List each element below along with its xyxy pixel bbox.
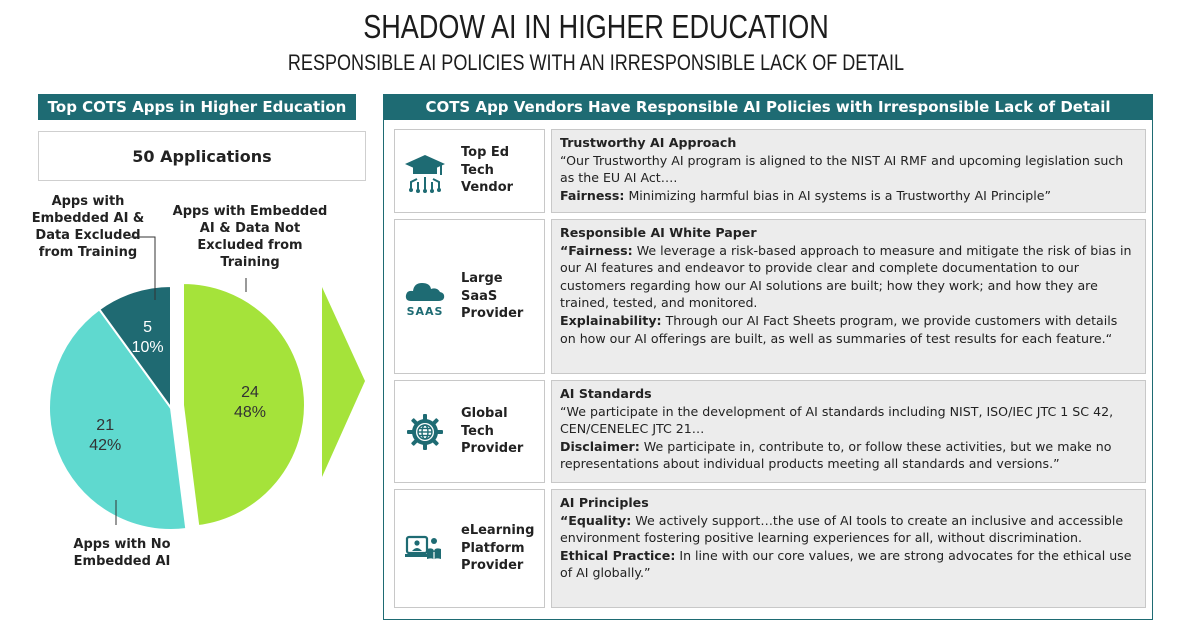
vendor-name [461, 405, 523, 458]
policy-text: “We participate in the development of AI standards including NIST, ISO/IEC JTC 1 SC 42, CEN/CENELEC JTC 21… [560, 403, 1114, 437]
policy-term: “Fairness: [560, 242, 633, 258]
policy-text: Through our AI Fact Sheets program, we provide customers with details on how our AI offerings are built, as well as summaries of test results for each feature.“ [560, 312, 1118, 346]
vendor-card [394, 129, 545, 213]
pie-percent-label: 10% [131, 339, 164, 357]
vendor-name-line: Provider [461, 558, 524, 573]
policy-text: “Our Trustworthy AI program is aligned to the NIST AI RMF and upcoming legislation such as the EU AI Act…. [560, 152, 1124, 186]
policy-paragraph [560, 242, 1137, 312]
pie-percent-label: 48% [233, 403, 266, 421]
vendor-card [394, 489, 545, 608]
vendor-name-line: Large [461, 271, 503, 286]
policy-term: Fairness: [560, 187, 625, 203]
elearning-icon [403, 527, 447, 571]
policy-paragraph [560, 152, 1137, 187]
pie-value-label: 24 [241, 383, 259, 401]
policy-paragraph [560, 187, 1137, 205]
pie-chart [0, 0, 380, 639]
policy-term: Explainability: [560, 312, 662, 328]
pie-value-label: 5 [143, 319, 153, 337]
vendor-name-line: Vendor [461, 180, 514, 195]
policy-text: In line with our core values, we are strong advocates for the ethical use of AI globally.” [560, 547, 1132, 581]
right-panel-header: COTS App Vendors Have Responsible AI Policies with Irresponsible Lack of Detail [383, 94, 1153, 120]
vendor-name-line: Global [461, 406, 508, 421]
page-subtitle: RESPONSIBLE AI POLICIES WITH AN IRRESPONSIBLE LACK OF DETAIL [287, 50, 905, 75]
policy-term: “Equality: [560, 512, 632, 528]
vendor-name [461, 522, 534, 575]
graduation-cap-icon [403, 149, 447, 193]
policy-paragraph [560, 403, 1137, 438]
policy-paragraph [560, 512, 1137, 547]
policy-quote-box [551, 219, 1146, 374]
vendor-row [394, 489, 1146, 608]
page-title: SHADOW AI IN HIGHER EDUCATION [363, 8, 829, 45]
svg-text:SAAS: SAAS [406, 305, 444, 318]
policy-text: We participate in, contribute to, or follow these activities, but we make no representations about individual products meeting all standards and versions.” [560, 438, 1112, 472]
policy-quote-box [551, 380, 1146, 483]
vendor-name-line: eLearning [461, 523, 535, 538]
vendor-name-line: SaaS [461, 288, 498, 304]
policy-title: AI Principles [560, 495, 649, 510]
pie-value-label: 21 [96, 417, 115, 435]
policy-text: We leverage a risk-based approach to measure and mitigate the risk of bias in our AI features and endeavor to provide clear and complete documentation to our customers regarding how our AI solutions are built; how they work; and how they are trained, tested, and monitored. [560, 242, 1132, 311]
policy-text: Minimizing harmful bias in AI systems is a Trustworthy AI Principle” [624, 187, 1052, 203]
vendor-name [461, 144, 513, 197]
policy-title: Responsible AI White Paper [560, 225, 757, 240]
policy-paragraph [560, 312, 1137, 347]
vendor-row [394, 380, 1146, 483]
pie-percent-label: 42% [89, 437, 122, 455]
policy-paragraph [560, 547, 1137, 582]
vendor-name-line: Platform [461, 540, 525, 556]
left-panel-header: Top COTS Apps in Higher Education [38, 94, 356, 120]
policy-quote-box [551, 129, 1146, 213]
vendor-row [394, 129, 1146, 213]
pie-label-excluded: Apps with Embedded AI & Data Excluded from Training [31, 194, 145, 260]
total-applications-box: 50 Applications [38, 131, 366, 181]
pie-label-no-ai: Apps with No Embedded AI [73, 537, 171, 569]
policy-term: Ethical Practice: [560, 547, 676, 563]
vendor-name-line: Tech [461, 162, 494, 178]
vendor-card [394, 380, 545, 483]
policy-title: Trustworthy AI Approach [560, 135, 737, 150]
vendor-name-line: Provider [461, 306, 524, 321]
vendor-name [461, 270, 523, 323]
global-gear-icon [403, 410, 447, 454]
policy-quote-box [551, 489, 1146, 608]
vendor-card [394, 219, 545, 374]
chevron-arrow [322, 287, 365, 477]
saas-cloud-icon [403, 275, 447, 319]
vendor-name-line: Tech [461, 423, 494, 439]
pie-label-not-excluded: Apps with Embedded AI & Data Not Excluded from Training [172, 204, 328, 270]
policy-text: We actively support…the use of AI tools to create an inclusive and accessible environment fostering positive learning experiences for all, without discrimination. [560, 512, 1124, 546]
vendor-name-line: Top Ed [461, 145, 510, 160]
policy-paragraph [560, 438, 1137, 473]
vendor-name-line: Provider [461, 441, 524, 456]
policy-title: AI Standards [560, 386, 652, 401]
vendor-row [394, 219, 1146, 374]
policy-term: Disclaimer: [560, 438, 640, 454]
